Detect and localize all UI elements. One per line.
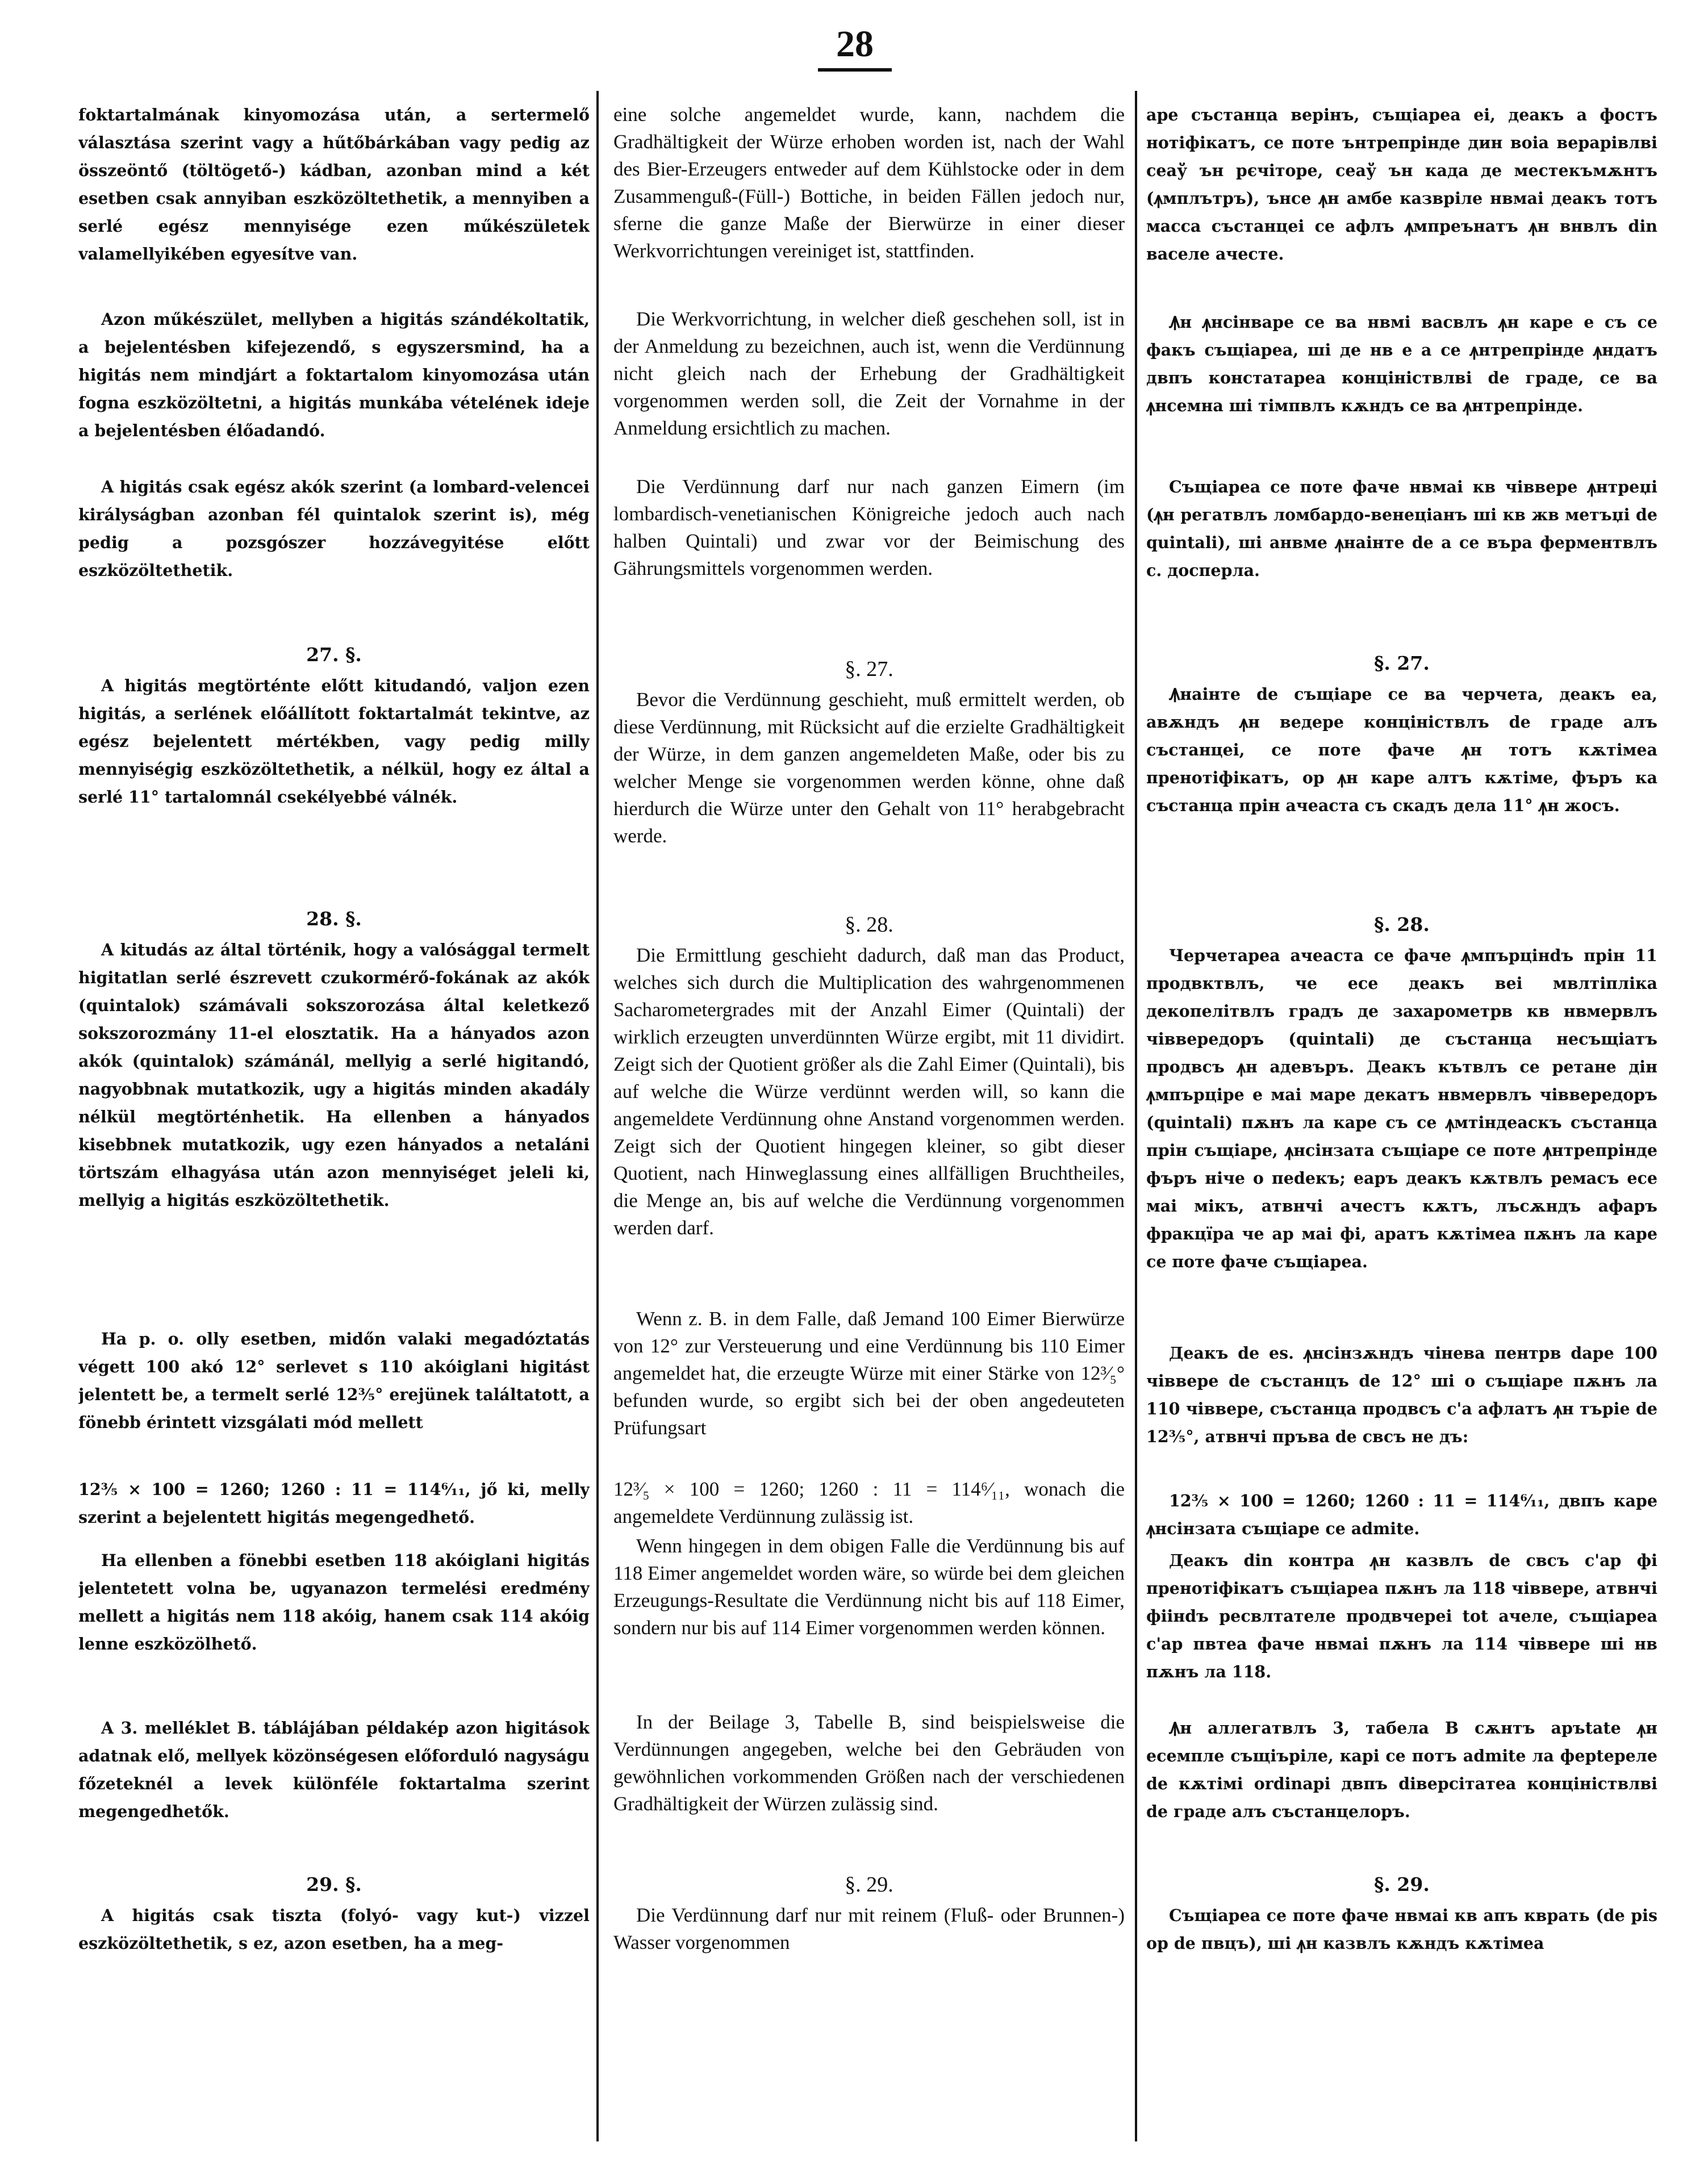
ro-paragraph-6: Деакъ de es. ꙟнсінзѫндъ чінева пентрв dape 100 чіввере de състанцъ de 12° ші о същіаре пѫнъ ла 110 чіввере, състанца продвсъ с'а афлатъ ꙟн търіе de 12³⁄₅°, атвнчі пръва de свсъ не дъ: bbox=[1146, 1343, 1657, 1446]
de-paragraph-6: Wenn z. B. in dem Falle, daß Jemand 100 Eimer Bierwürze von 12° zur Versteuerung und eine Verdünnung bis 110 Eimer angemeldet hat, die erzeugte Würze mit einer Stärke von 12³⁄₅° befunden wurde, so ergibt sich bei der oben angedeuteten Prüfungsart bbox=[613, 1308, 1125, 1439]
de-paragraph-7: 12³⁄₅ × 100 = 1260; 1260 : 11 = 114⁶⁄₁₁, wonach die angemeldete Verdünnung zulässig ist. bbox=[613, 1478, 1125, 1527]
de-paragraph-3: Die Verdünnung darf nur nach ganzen Eimern (im lombardisch-venetianischen Königreiche jedoch auch nach halben Quintali) und zwar vor der Beimischung des Gährungsmittels vorgenommen werden. bbox=[613, 475, 1125, 579]
hu-paragraph-6: Ha p. o. olly esetben, midőn valaki megadóztatás végett 100 akó 12° serlevet s 110 akóiglani higitást jelentett be, a termelt serlé 12³⁄₅° erejünek találtatott, a fönebb érintett vizsgálati mód mellett bbox=[78, 1329, 590, 1432]
hu-paragraph-3: A higitás csak egész akók szerint (a lombard-velencei királyságban azonban fél quintalok szerint is), még pedig a pozsgószer hozzávegyitése előtt eszközöltethetik. bbox=[78, 477, 590, 580]
de-paragraph-5: Die Ermittlung geschieht dadurch, daß man das Product, welches sich durch die Multiplication des wahrgenommenen Sacharometergrades mit der Anzahl Eimer (Quintali) der wirklich erzeugten unverdünnten Würze ergibt, mit 11 dividirt. Zeigt sich der Quotient größer als die Zahl Eimer (Quintali), bis auf welche die Würze verdünnt werden will, so kann die angemeldete Verdünnung ohne Anstand vorgenommen werden. Zeigt sich der Quotient hingegen kleiner, so gibt dieser Quotient, nach Hinweglassung eines allfälligen Bruchtheiles, die Menge an, bis auf welche die Verdünnung vorgenommen werden darf. bbox=[613, 944, 1125, 1239]
hu-paragraph-7: 12³⁄₅ × 100 = 1260; 1260 : 11 = 114⁶⁄₁₁, jő ki, melly szerint a bejelentett higitás megengedhető. bbox=[78, 1480, 590, 1527]
hu-paragraph-2: Azon műkészület, mellyben a higitás szándékoltatik, a bejelentésben kifejezendő, s egyszersmind, ha a higitás nem mindjárt a foktartalom kinyomozása után fogna eszközöltetni, a higitás munkába vételének ideje a bejelentésben élőadandó. bbox=[78, 310, 590, 440]
de-paragraph-9: In der Beilage 3, Tabelle B, sind beispielsweise die Verdünnungen angegeben, welche bei den Gebräuden von gewöhnlichen vorkommenden Größen nach der verschiedenen Gradhältigkeit der Würzen zulässig sind. bbox=[613, 1711, 1125, 1815]
ro-paragraph-8: Деакъ din контра ꙟн казвлъ de свсъ с'ар фі пренотіфікатъ същіареа пѫнъ ла 118 чіввере, атвнчі фіінdъ ресвлтателе продвчерeі tot ачеле, същіареа с'ар пвтеа фаче нвмаі пѫнъ ла 114 чіввере ші нв пѫнъ ла 118. bbox=[1146, 1551, 1657, 1681]
de-paragraph-1: eine solche angemeldet wurde, kann, nachdem die Gradhältigkeit der Würze erhoben worden ist, nach der Wahl des Bier-Erzeugers entweder auf dem Kühlstocke oder in dem Zusammenguß-(Füll-) Bottiche, in beiden Fällen jedoch nur, sferne die ganze Maße der Bierwürze in einer dieser Werkvorrichtungen vereiniget ist, stattfinden. bbox=[613, 103, 1125, 262]
hu-paragraph-4: A higitás megtörténte előtt kitudandó, valjon ezen higitás, a serlének előállított foktartalmát tekintve, az egész bejelentett mértékben, vagy pedig milly mennyiségig eszközöltethetik, a nélkül, hogy ez által a serlé 11° tartalomnál csekélyebbé válnék. bbox=[78, 676, 590, 807]
ro-paragraph-3: Същіареа се поте фаче нвмаі кв чіввере ꙟнтреџі (ꙟн регатвлъ ломбардо-венеціанъ ші кв жв метъџі de quintali), ші анвме ꙟнаінте de а се въра ферментвлъ с. досперла. bbox=[1146, 477, 1657, 580]
ro-paragraph-4: Ꙟнаінте de същіаре се ва черчета, деакъ еа, авѫндъ ꙟн ведере концініствлъ de граде алъ състанцеі, се поте фаче ꙟн тотъ кѫтімеа пренотіфікатъ, ор ꙟн каре алтъ кѫтіме, фъръ ка състанца прін ачеаста съ скадъ дела 11° ꙟн жосъ. bbox=[1146, 684, 1657, 815]
hu-paragraph-10: A higitás csak tiszta (folyó- vagy kut-) vizzel eszközöltethetik, s ez, azon esetben, ha a meg- bbox=[78, 1906, 590, 1953]
de-section-28: §. 28. bbox=[845, 913, 893, 937]
hu-paragraph-9: A 3. melléklet B. táblájában példakép azon higitások adatnak elő, mellyek közönségesen előforduló nagyságu főzeteknél a levek különféle foktartalma szerint megengedhetők. bbox=[78, 1718, 590, 1821]
de-paragraph-4: Bevor die Verdünnung geschieht, muß ermittelt werden, ob diese Verdünnung, mit Rücksicht auf die erzielte Gradhältigkeit der Würze, in dem ganzen angemeldeten Maße, oder bis zu welcher Menge sie vorgenommen werden könne, ohne daß hierdurch die Würze unter den Gehalt von 11° herabgebracht werde. bbox=[613, 688, 1125, 847]
column-divider-left bbox=[596, 91, 599, 2141]
ro-paragraph-9: Ꙟн аллегатвлъ 3, табела В сѫнтъ аръtate ꙟн есемпле същіъріле, карі се потъ admite ла ферtереле de кѫтімі ordinapi двпъ diверсітатеа концініствлві de граде алъ състанцелоръ. bbox=[1146, 1718, 1657, 1821]
de-section-29: §. 29. bbox=[845, 1873, 893, 1897]
de-paragraph-2: Die Werkvorrichtung, in welcher dieß geschehen soll, ist in der Anmeldung zu bezeichnen, auch ist, wenn die Verdünnung nicht gleich nach der Erhebung der Gradhältigkeit vorgenommen werden soll, die Zeit der Vornahme in der Anmeldung ersichtlich zu machen. bbox=[613, 308, 1125, 439]
hungarian-column bbox=[78, 101, 590, 2146]
romanian-column bbox=[1146, 101, 1657, 2146]
de-section-27: §. 27. bbox=[845, 657, 893, 681]
ro-section-28: §. 28. bbox=[1374, 913, 1430, 936]
hu-section-27: 27. §. bbox=[306, 644, 362, 666]
ro-paragraph-5: Черчетареа ачеаста се фаче ꙟмпърцінdъ прін 11 продвктвлъ, че есе деакъ веі мвлтіпліка декопелітвлъ градъ де захарометрв кв нвмервлъ чіввередоръ (quintali) де състанца несъщіатъ продвсъ ꙟн адевъръ. Деакъ кътвлъ се ретане дін ꙟмпърціре е маі маре декатъ нвмервлъ чіввередоръ (quintali) пѫнъ ла каре съ се ꙟмтіндеаскъ състанца прін същіаре, ꙟнсінзата същіаре се поте ꙟнтрепрінде фъръ ніче о пеdекъ; еаръ деакъ кѫтвлъ ремасъ есе маі мікъ, атвнчі ачестъ кѫтъ, лъсѫндъ афаръ фракцїра че ар маі фі, аратъ кѫтімеа пѫнъ ла каре се поте фаче същіареа. bbox=[1146, 946, 1657, 1271]
ro-paragraph-10: Същіареа се поте фаче нвмаі кв апъ кврать (de pis op de пвцъ), ші ꙟн казвлъ кѫндъ кѫтімеа bbox=[1146, 1906, 1657, 1953]
hu-section-29: 29. §. bbox=[306, 1873, 362, 1895]
de-paragraph-10: Die Verdünnung darf nur mit reinem (Fluß- oder Brunnen-) Wasser vorgenommen bbox=[613, 1904, 1125, 1953]
hu-section-28: 28. §. bbox=[306, 908, 362, 930]
column-divider-right bbox=[1135, 91, 1137, 2141]
ro-section-27: §. 27. bbox=[1374, 652, 1430, 674]
hu-paragraph-5: A kitudás az által történik, hogy a valósággal termelt higitatlan serlé észrevett czukormérő-fokának az akók (quintalok) számávali sokszorozása által keletkező sokszorozmány 11-el elosztatik. Ha a hányados azon akók (quintalok) számánál, mellyig a serlé higitandó, nagyobbnak mutatkozik, ugy a higitás minden akadály nélkül megtörténhetik. Ha ellenben a hányados kisebbnek mutatkozik, ugy ezen hányados a netaláni törtszám elhagyása után azon mennyiséget jeleli ki, mellyig a higitás eszközöltethetik. bbox=[78, 940, 590, 1210]
page-number: 28 bbox=[818, 23, 892, 72]
hu-paragraph-1: foktartalmának kinyomozása után, a sertermelő választása szerint vagy a hűtőbárkában vagy pedig az összeöntő (töltögető-) kádban, azonban mind a két esetben csak annyiban eszközöltethetik, a mennyiben a serlé egész mennyisége ezen műkészületek valamellyikében egyesítve van. bbox=[78, 105, 590, 264]
ro-paragraph-2: Ꙟн ꙟнсінваре се ва нвмі васвлъ ꙟн каре е съ се факъ същіареа, ші де нв е а се ꙟнтрепрінде ꙟндатъ двпъ констатареа концініствлві de граде, се ва ꙟнсемна ші тімпвлъ кѫндъ се ва ꙟнтрепрінде. bbox=[1146, 312, 1657, 415]
hu-paragraph-8: Ha ellenben a fönebbi esetben 118 akóiglani higitás jelentetett volna be, ugyanazon termelési eredmény mellett a higitás nem 118 akóig, hanem csak 114 akóig lenne eszközölhető. bbox=[78, 1551, 590, 1654]
ro-paragraph-1: аре състанца верінъ, същіареа еі, деакъ а фостъ нотіфікатъ, се поте ънтрепрінде дин воіа верарівлві сеаў ън рєчітоpe, сеаў ън када де местекъмѫнтъ (ꙟмплътръ), ънсе ꙟн амбе казвріле нвмаі деакъ тотъ масса състанцеі се афлъ ꙟмпреънатъ ꙟн внвлъ din васеле ачесте. bbox=[1146, 105, 1657, 264]
ro-paragraph-7: 12³⁄₅ × 100 = 1260; 1260 : 11 = 114⁶⁄₁₁, двпъ каре ꙟнсінзата същіаре се admite. bbox=[1146, 1491, 1657, 1538]
ro-section-29: §. 29. bbox=[1374, 1873, 1430, 1895]
german-column bbox=[613, 101, 1125, 2146]
de-paragraph-8: Wenn hingegen in dem obigen Falle die Verdünnung bis auf 118 Eimer angemeldet worden wäre, so würde bei dem gleichen Erzeugungs-Resultate die Verdünnung nicht bis auf 118 Eimer, sondern nur bis auf 114 Eimer vorgenommen werden können. bbox=[613, 1535, 1125, 1639]
